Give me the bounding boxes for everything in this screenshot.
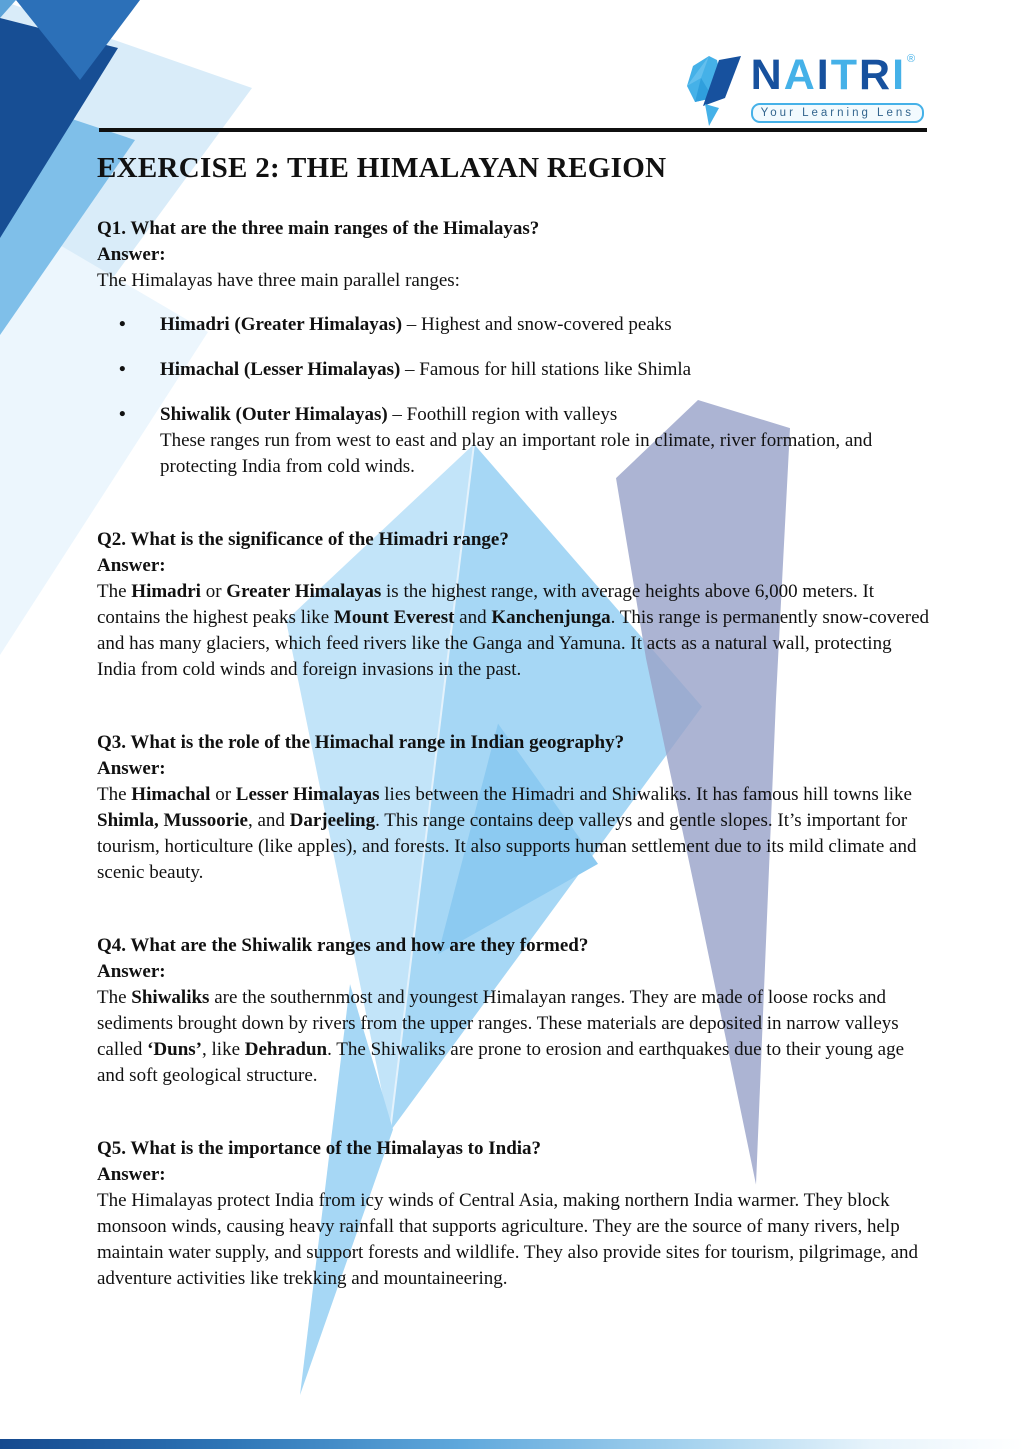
- bullet-text: – Foothill region with valleys: [387, 404, 618, 425]
- bullet-lead: Himachal (Lesser Himalayas): [160, 359, 401, 380]
- bullet-lead: Shiwalik (Outer Himalayas): [160, 404, 388, 425]
- page-title: EXERCISE 2: THE HIMALAYAN REGION: [97, 152, 667, 184]
- logo-wordmark: [750, 51, 907, 99]
- registered-trademark-symbol: ®: [907, 53, 916, 65]
- answer-paragraph: The Shiwaliks are the southernmost and youngest Himalayan ranges. They are made of loose rocks and sediments brought down by rivers from the upper ranges. These materials are deposited in narrow valleys called ‘Duns’, like Dehradun. The Shiwaliks are prone to erosion and earthquakes due to their young age and soft geological structure.: [97, 987, 904, 1086]
- answer-paragraph: The Himalayas protect India from icy winds of Central Asia, making northern India warmer. They block monsoon winds, causing heavy rainfall that supports agriculture. They are the source of many rivers, help maintain water supply, and support forests and wildlife. They also provide sites for tourism, pilgrimage, and adventure activities like trekking and mountaineering.: [97, 1190, 919, 1289]
- logo-letter: T: [830, 51, 860, 99]
- question-heading: Q1. What are the three main ranges of the Himalayas?: [97, 218, 540, 239]
- bullet-lead: Himadri (Greater Himalayas): [160, 314, 403, 335]
- logo-wordmark-row: [750, 51, 916, 99]
- header-divider-rule: [99, 128, 927, 132]
- naitri-logo: [685, 51, 924, 128]
- qa-section-3: [97, 730, 930, 886]
- answer-paragraph: The Himadri or Greater Himalayas is the highest range, with average heights above 6,000 meters. It contains the highest peaks like Mount Everest and Kanchenjunga. This range is permanently snow-covered and has many glaciers, which feed rivers like the Ganga and Yamuna. It acts as a natural wall, protecting India from cold winds and foreign invasions in the past.: [97, 581, 930, 680]
- question-heading: Q2. What is the significance of the Himadri range?: [97, 529, 509, 550]
- bullet-list: [97, 312, 930, 480]
- list-item: [97, 402, 930, 480]
- bullet-continuation: These ranges run from west to east and play an important role in climate, river formation, and protecting India from cold winds.: [160, 430, 873, 477]
- bird-logo-icon: [685, 54, 743, 128]
- logo-tagline: Your Learning Lens: [751, 103, 924, 123]
- answer-intro: The Himalayas have three main parallel ranges:: [97, 270, 460, 291]
- logo-letter: R: [859, 51, 893, 99]
- list-item: [97, 357, 930, 383]
- qa-section-4: [97, 933, 930, 1089]
- qa-section-2: [97, 527, 930, 683]
- bullet-text: – Famous for hill stations like Shimla: [400, 359, 692, 380]
- logo-letter: I: [816, 51, 831, 99]
- qa-section-5: [97, 1136, 930, 1292]
- answer-label: Answer:: [97, 555, 166, 576]
- question-heading: Q5. What is the importance of the Himalayas to India?: [97, 1138, 542, 1159]
- answer-label: Answer:: [97, 758, 166, 779]
- logo-letter: N: [750, 51, 784, 99]
- bottom-gradient-bar: [0, 1439, 1024, 1449]
- list-item: [97, 312, 930, 338]
- qa-section-1: [97, 216, 930, 480]
- bullet-text: – Highest and snow-covered peaks: [402, 314, 672, 335]
- logo-letter: I: [892, 51, 907, 99]
- logo-text-block: [750, 51, 924, 123]
- question-heading: Q4. What are the Shiwalik ranges and how are they formed?: [97, 935, 589, 956]
- page-content: [97, 128, 930, 1292]
- logo-letter: A: [783, 51, 817, 99]
- question-heading: Q3. What is the role of the Himachal range in Indian geography?: [97, 732, 625, 753]
- answer-label: Answer:: [97, 244, 166, 265]
- answer-label: Answer:: [97, 961, 166, 982]
- answer-paragraph: The Himachal or Lesser Himalayas lies between the Himadri and Shiwaliks. It has famous hill towns like Shimla, Mussoorie, and Darjeeling. This range contains deep valleys and gentle slopes. It’s important for tourism, horticulture (like apples), and forests. It also supports human settlement due to its mild climate and scenic beauty.: [97, 784, 917, 883]
- answer-label: Answer:: [97, 1164, 166, 1185]
